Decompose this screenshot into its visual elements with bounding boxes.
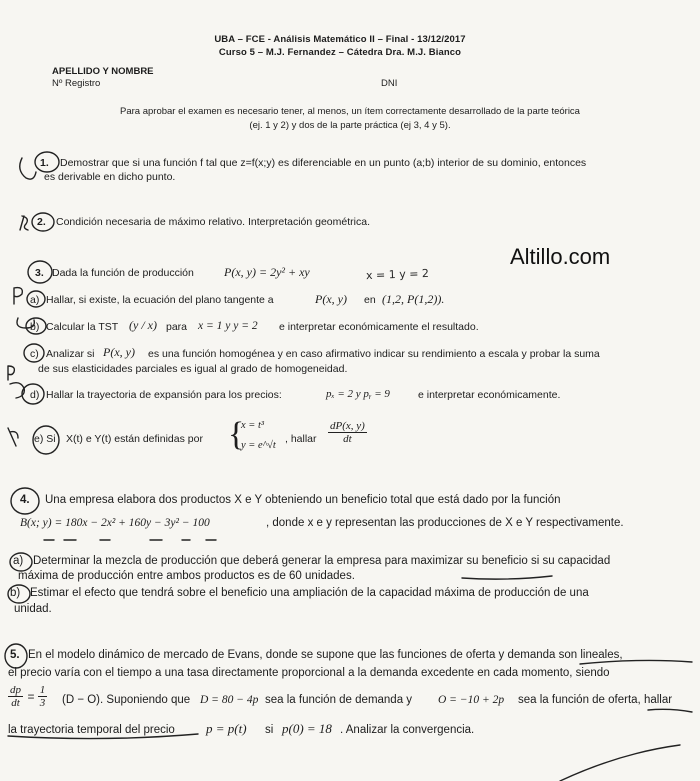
q3a-label: a) xyxy=(30,294,40,306)
q3b-mid: para xyxy=(166,321,188,333)
q2-text: Condición necesaria de máximo relativo. Interpretación geométrica. xyxy=(56,216,370,228)
q5-demand: D = 80 − 4p xyxy=(200,694,259,706)
q4-line1: Una empresa elabora dos productos X e Y obteniendo un beneficio total que está dado por la función xyxy=(45,494,561,506)
q1-number: 1. xyxy=(40,157,49,169)
q4b-label: b) xyxy=(10,587,21,599)
q3-intro: Dada la función de producción xyxy=(52,267,194,279)
q3c-text: Analizar si xyxy=(46,348,95,360)
q3c-side-mark xyxy=(8,366,14,380)
q5-line4-b: si xyxy=(265,724,274,736)
q4-number: 4. xyxy=(20,494,30,506)
q3d-text: Hallar la trayectoria de expansión para los precios: xyxy=(46,389,282,401)
q5-line3-c: sea la función de oferta, hallar xyxy=(518,694,673,706)
q1-side-mark xyxy=(20,158,36,179)
q3a-tail: en xyxy=(364,294,376,306)
q3e-text: X(t) e Y(t) están definidas por xyxy=(66,433,203,445)
q5-trajectory: p = p(t) xyxy=(206,721,247,736)
q1-line2: es derivable en dicho punto. xyxy=(44,171,176,183)
q5-derivative-num: dp xyxy=(10,684,21,696)
q3d-side-mark xyxy=(10,383,24,398)
q3e-derivative-den: dt xyxy=(343,433,352,445)
dni-label: DNI xyxy=(381,78,398,89)
q3c-function: P(x, y) xyxy=(103,345,135,359)
q5-number: 5. xyxy=(10,649,20,661)
q5-derivative-den: dt xyxy=(11,697,20,709)
q3e-side-mark xyxy=(8,428,18,446)
q4b-line1: Estimar el efecto que tendrá sobre el beneficio una ampliación de la capacidad máxima de producción de una xyxy=(30,587,589,599)
exam-header-line1: UBA – FCE - Análisis Matemático II – Final - 13/12/2017 xyxy=(214,34,466,45)
q3c-label: c) xyxy=(30,348,39,360)
q4b-line2: unidad. xyxy=(14,603,52,615)
q4-line2-tail: , donde x e y representan las producciones de X e Y respectivamente. xyxy=(266,517,624,529)
q3d-prices: pₓ = 2 y pᵧ = 9 xyxy=(326,388,390,400)
q3-function: P(x, y) = 2y² + xy xyxy=(224,265,310,279)
q5-line4-c: . Analizar la convergencia. xyxy=(340,724,475,736)
q5-line3-b: sea la función de demanda y xyxy=(265,694,413,706)
q3c-line1-tail: es una función homogénea y en caso afirmativo indicar su rendimiento a escala y probar la suma xyxy=(148,348,600,360)
q3e-system-x: x = t³ xyxy=(241,420,265,431)
q4a-label: a) xyxy=(13,555,24,567)
q5-initial-condition: p(0) = 18 xyxy=(282,721,332,736)
q5-line3-a: (D − O). Suponiendo que xyxy=(62,694,191,706)
q3a-text: Hallar, si existe, la ecuación del plano tangente a xyxy=(46,294,274,306)
q1-line1: Demostrar que si una función f tal que z=f(x;y) es diferenciable en un punto (a;b) interior de su dominio, entonces xyxy=(60,157,587,169)
q3b-condition: x = 1 y y = 2 xyxy=(198,320,258,332)
q2-side-mark xyxy=(20,216,28,230)
q3a-function: P(x, y) xyxy=(315,292,347,306)
q5-supply: O = −10 + 2p xyxy=(438,694,505,706)
q3d-label: d) xyxy=(30,389,40,401)
exam-header-line2: Curso 5 – M.J. Fernandez – Cátedra Dra. M.J. Bianco xyxy=(218,47,462,58)
q5-line4-a: la trayectoria temporal del precio xyxy=(8,724,175,736)
q2-number: 2. xyxy=(37,216,46,228)
q3e-derivative xyxy=(328,420,367,445)
q3b-text: Calcular la TST xyxy=(46,321,119,333)
q5-coef-num: 1 xyxy=(39,684,46,696)
name-label: APELLIDO Y NOMBRE xyxy=(52,66,154,77)
q3a-side-mark xyxy=(14,288,22,304)
q5-coef-den: 3 xyxy=(39,697,46,709)
watermark-altillo: Altillo.com xyxy=(510,244,611,269)
q3e-derivative-num: dP(x, y) xyxy=(330,420,365,432)
q4-function: B(x; y) = 180x − 2x² + 160y − 3y² − 100 xyxy=(20,517,210,529)
q3b-expr: (y / x) xyxy=(129,318,157,332)
q3e-mid: , hallar xyxy=(285,433,317,445)
bottom-scribble xyxy=(560,745,680,781)
instructions-line2: (ej. 1 y 2) y dos de la parte práctica (ej 3, 4 y 5). xyxy=(249,120,451,131)
q3e-label: e) Si xyxy=(34,433,56,445)
q3e-system-y: y = e^√t xyxy=(241,440,276,451)
q4a-line1: Determinar la mezcla de producción que deberá generar la empresa para maximizar su beneficio si su capacidad xyxy=(33,555,611,567)
q3e-system-brace: { xyxy=(228,416,245,453)
q3d-tail: e interpretar económicamente. xyxy=(418,389,561,401)
registro-label: Nº Registro xyxy=(52,78,101,89)
q3b-tail: e interpretar económicamente el resultado. xyxy=(279,321,479,333)
q3-number: 3. xyxy=(35,267,44,279)
instructions-line1: Para aprobar el examen es necesario tener, al menos, un ítem correctamente desarrollado de la parte teórica xyxy=(120,106,580,117)
q5-line2: el precio varía con el tiempo a una tasa directamente proporcional a la demanda excedente en cada momento, siendo xyxy=(8,667,610,679)
q3b-label: b) xyxy=(30,321,40,333)
q3-handwritten-note: x = 1 y = 2 xyxy=(365,266,430,283)
q4a-line2: máxima de producción entre ambos productos es de 60 unidades. xyxy=(18,570,355,582)
q3a-point: (1,2, P(1,2)). xyxy=(382,292,445,306)
q4-maximize-underline xyxy=(462,576,552,579)
q3c-line2: de sus elasticidades parciales es igual al grado de homogeneidad. xyxy=(38,363,348,375)
q5-line1: En el modelo dinámico de mercado de Evans, donde se supone que las funciones de oferta y demanda son lineales, xyxy=(28,649,623,661)
q5-derivative: $\frac{dp}{dt}$ = $\frac{1}{3}$ xyxy=(10,684,46,709)
